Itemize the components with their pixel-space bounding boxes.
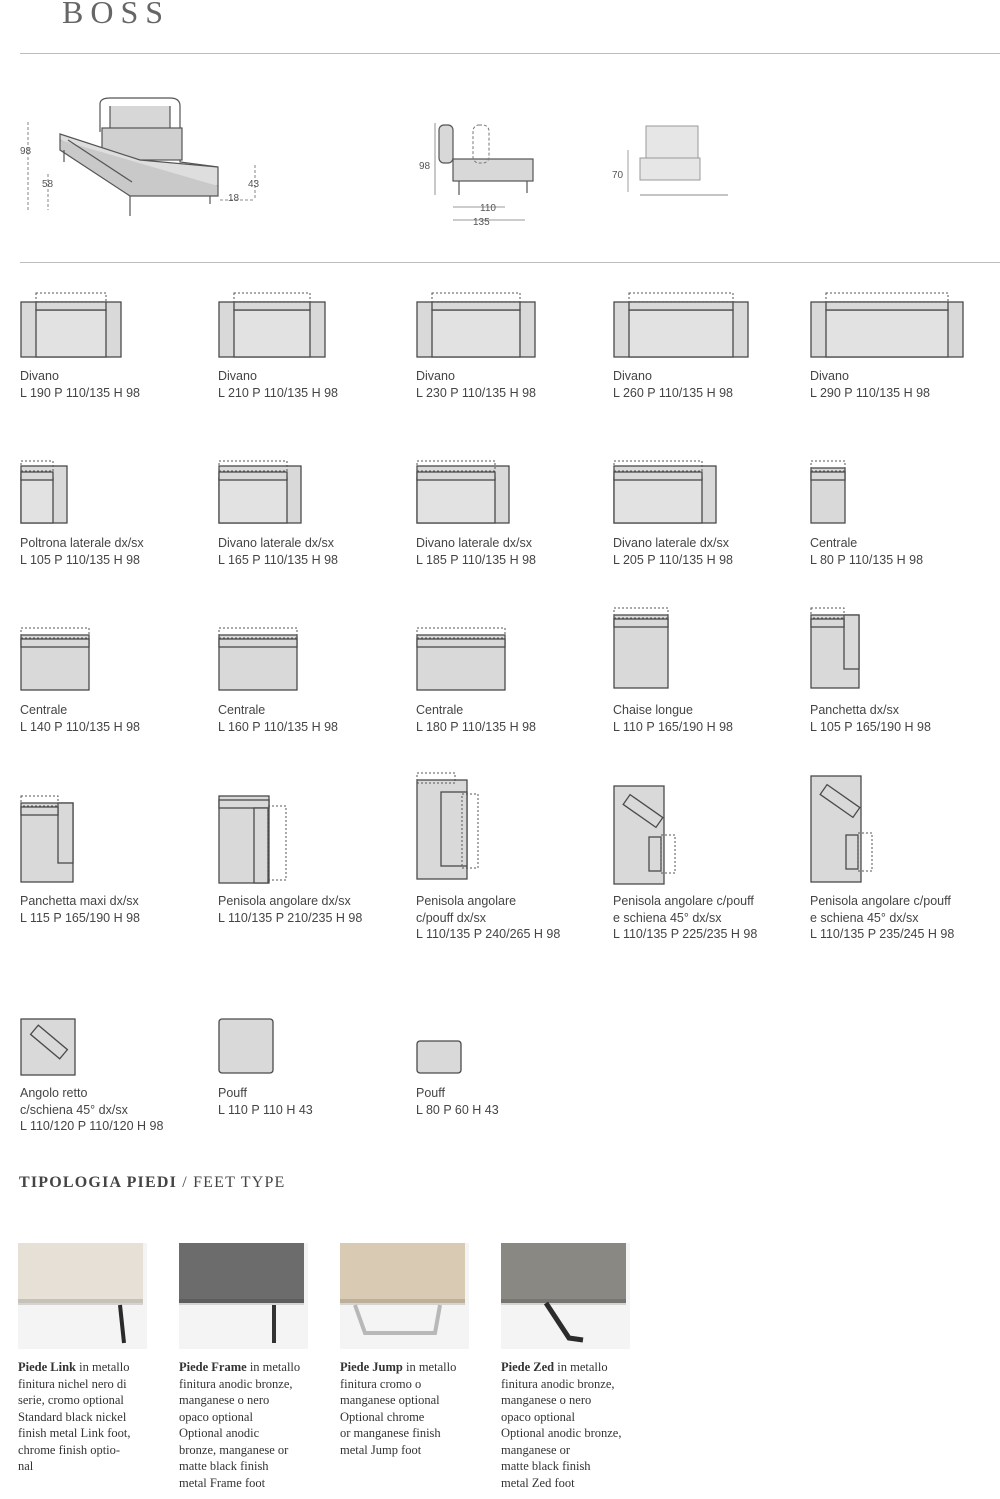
module-dimensions: L 260 P 110/135 H 98 bbox=[613, 385, 734, 400]
module-caption bbox=[613, 368, 808, 401]
module-caption bbox=[20, 1085, 215, 1135]
module-dimensions: L 110/135 P 235/245 H 98 bbox=[810, 927, 955, 941]
module-drawing bbox=[416, 458, 514, 526]
foot-description-line: chrome finish optio- bbox=[18, 1442, 121, 1457]
module-caption bbox=[218, 702, 413, 735]
module-drawing bbox=[20, 290, 126, 360]
module-name: Centrale bbox=[810, 536, 858, 550]
foot-description-line: finitura anodic bronze, bbox=[501, 1376, 615, 1391]
module-caption bbox=[613, 893, 808, 943]
module-drawing bbox=[218, 625, 302, 693]
foot-description-line: in metallo bbox=[402, 1360, 457, 1374]
module-name: Divano laterale dx/sx bbox=[416, 536, 533, 550]
module-caption bbox=[20, 702, 215, 735]
foot-description-line: nal bbox=[18, 1459, 34, 1473]
module-name: Divano bbox=[20, 369, 59, 383]
module-caption bbox=[613, 535, 808, 568]
foot-description-line: or manganese finish bbox=[340, 1426, 441, 1440]
module-drawing bbox=[20, 793, 78, 885]
module-dimensions: L 160 P 110/135 H 98 bbox=[218, 719, 339, 734]
module-drawing bbox=[416, 770, 484, 882]
foot-photo bbox=[18, 1243, 147, 1349]
module-caption bbox=[416, 893, 611, 943]
module-name: Centrale bbox=[416, 703, 464, 717]
foot-description-line: in metallo bbox=[76, 1360, 130, 1374]
module-caption bbox=[613, 702, 808, 735]
module-drawing bbox=[20, 458, 72, 526]
module-name-line2: c/pouff dx/sx bbox=[416, 910, 486, 925]
foot-description-line: metal Jump foot bbox=[340, 1442, 422, 1457]
dim-label-98-side: 98 bbox=[419, 161, 431, 172]
module-dimensions: L 185 P 110/135 H 98 bbox=[416, 552, 537, 567]
module-caption bbox=[20, 368, 215, 401]
foot-description-line: finitura cromo o bbox=[340, 1376, 422, 1391]
module-name: Angolo retto bbox=[20, 1086, 88, 1100]
foot-card bbox=[179, 1243, 329, 1491]
module-dimensions: L 115 P 165/190 H 98 bbox=[20, 910, 141, 925]
module-name: Penisola angolare c/pouff bbox=[810, 894, 951, 908]
module-caption bbox=[810, 368, 1000, 401]
module-caption bbox=[218, 893, 413, 926]
foot-card bbox=[340, 1243, 490, 1458]
module-caption bbox=[20, 535, 215, 568]
hero-front-drawing bbox=[610, 120, 730, 200]
module-dimensions: L 110/135 P 225/235 H 98 bbox=[613, 927, 758, 941]
module-drawing bbox=[20, 1018, 80, 1078]
foot-description bbox=[179, 1359, 329, 1491]
foot-description-line: manganese or bbox=[501, 1442, 571, 1457]
module-caption bbox=[416, 1085, 611, 1118]
module-dimensions: L 165 P 110/135 H 98 bbox=[218, 552, 339, 567]
foot-description-line: metal Frame foot bbox=[179, 1475, 266, 1490]
foot-description-line: in metallo bbox=[554, 1360, 608, 1374]
module-drawing bbox=[218, 1018, 278, 1076]
module-drawing bbox=[218, 290, 330, 360]
foot-photo bbox=[501, 1243, 630, 1349]
foot-description-line: bronze, manganese or bbox=[179, 1442, 289, 1457]
foot-description bbox=[501, 1359, 651, 1491]
foot-description-line: Optional anodic bbox=[179, 1426, 260, 1440]
foot-description-line: manganese optional bbox=[340, 1393, 440, 1407]
dim-label-70: 70 bbox=[612, 170, 624, 181]
module-drawing bbox=[810, 775, 878, 885]
foot-name: Piede Frame bbox=[179, 1360, 247, 1374]
module-name: Centrale bbox=[218, 703, 266, 717]
module-dimensions: L 140 P 110/135 H 98 bbox=[20, 719, 141, 734]
feet-section-title bbox=[19, 1174, 286, 1192]
dim-label-135: 135 bbox=[473, 217, 490, 228]
hero-perspective-drawing bbox=[20, 92, 270, 227]
module-dimensions: L 105 P 110/135 H 98 bbox=[20, 552, 141, 567]
feet-title-separator: / bbox=[177, 1174, 194, 1191]
module-drawing bbox=[810, 458, 850, 526]
foot-description-line: in metallo bbox=[246, 1360, 301, 1374]
foot-name: Piede Jump bbox=[340, 1360, 403, 1374]
module-dimensions: L 180 P 110/135 H 98 bbox=[416, 719, 537, 734]
foot-card bbox=[18, 1243, 168, 1475]
module-name: Centrale bbox=[20, 703, 68, 717]
module-name-line2: e schiena 45° dx/sx bbox=[613, 910, 722, 925]
foot-description-line: opaco optional bbox=[179, 1409, 253, 1424]
module-caption bbox=[20, 893, 215, 926]
module-drawing bbox=[613, 290, 753, 360]
module-name: Divano bbox=[810, 369, 849, 383]
foot-description-line: opaco optional bbox=[501, 1409, 575, 1424]
foot-description bbox=[18, 1359, 168, 1475]
module-dimensions: L 80 P 110/135 H 98 bbox=[810, 552, 924, 567]
module-dimensions: L 110 P 110 H 43 bbox=[218, 1102, 313, 1117]
module-caption bbox=[416, 535, 611, 568]
module-name: Divano bbox=[613, 369, 652, 383]
module-drawing bbox=[218, 786, 294, 886]
dim-label-18: 18 bbox=[228, 193, 240, 204]
module-name: Penisola angolare c/pouff bbox=[613, 894, 754, 908]
module-dimensions: L 105 P 165/190 H 98 bbox=[810, 719, 931, 734]
module-caption bbox=[416, 368, 611, 401]
module-drawing bbox=[613, 458, 721, 526]
module-name: Penisola angolare bbox=[416, 894, 517, 908]
module-name: Divano bbox=[218, 369, 257, 383]
module-drawing bbox=[416, 290, 540, 360]
module-name: Divano laterale dx/sx bbox=[218, 536, 335, 550]
foot-description bbox=[340, 1359, 490, 1458]
foot-description-line: matte black finish bbox=[179, 1459, 269, 1473]
module-dimensions: L 190 P 110/135 H 98 bbox=[20, 385, 141, 400]
module-drawing bbox=[218, 458, 306, 526]
section-divider bbox=[20, 262, 1000, 263]
module-drawing bbox=[810, 290, 968, 360]
module-name: Pouff bbox=[218, 1086, 247, 1100]
module-dimensions: L 230 P 110/135 H 98 bbox=[416, 385, 537, 400]
module-name: Panchetta dx/sx bbox=[810, 703, 899, 717]
module-name: Poltrona laterale dx/sx bbox=[20, 536, 144, 550]
module-name-line2: c/schiena 45° dx/sx bbox=[20, 1102, 128, 1117]
module-caption bbox=[810, 893, 1000, 943]
module-drawing bbox=[416, 625, 510, 693]
foot-description-line: finitura anodic bronze, bbox=[179, 1376, 293, 1391]
module-name: Pouff bbox=[416, 1086, 445, 1100]
module-name: Penisola angolare dx/sx bbox=[218, 894, 351, 908]
foot-description-line: Optional chrome bbox=[340, 1409, 425, 1424]
foot-photo bbox=[340, 1243, 469, 1349]
foot-description-line: metal Zed foot bbox=[501, 1475, 575, 1490]
module-caption bbox=[218, 1085, 413, 1118]
module-dimensions: L 110/135 P 240/265 H 98 bbox=[416, 927, 561, 941]
module-dimensions: L 110/120 P 110/120 H 98 bbox=[20, 1119, 164, 1133]
feet-title-en: FEET TYPE bbox=[193, 1174, 286, 1191]
dim-label-43: 43 bbox=[248, 179, 260, 190]
foot-description-line: manganese o nero bbox=[501, 1393, 592, 1407]
module-caption bbox=[810, 535, 1000, 568]
header-divider bbox=[20, 53, 1000, 54]
foot-name: Piede Zed bbox=[501, 1360, 555, 1374]
brand-logo: BOSS bbox=[62, 0, 171, 30]
module-drawing bbox=[613, 605, 673, 691]
module-dimensions: L 110 P 165/190 H 98 bbox=[613, 719, 734, 734]
module-name-line2: e schiena 45° dx/sx bbox=[810, 910, 919, 925]
foot-name: Piede Link bbox=[18, 1360, 76, 1374]
foot-description-line: Optional anodic bronze, bbox=[501, 1426, 622, 1440]
module-name: Panchetta maxi dx/sx bbox=[20, 894, 139, 908]
module-name: Divano laterale dx/sx bbox=[613, 536, 730, 550]
module-name: Chaise longue bbox=[613, 703, 693, 717]
dim-label-98: 98 bbox=[20, 146, 32, 157]
foot-photo bbox=[179, 1243, 308, 1349]
foot-description-line: matte black finish bbox=[501, 1459, 591, 1473]
module-caption bbox=[810, 702, 1000, 735]
foot-description-line: serie, cromo optional bbox=[18, 1393, 124, 1407]
hero-side-drawing bbox=[415, 115, 545, 230]
dim-label-58: 58 bbox=[42, 179, 54, 190]
foot-description-line: manganese o nero bbox=[179, 1393, 270, 1407]
module-caption bbox=[218, 535, 413, 568]
module-drawing bbox=[613, 785, 681, 887]
dim-label-110: 110 bbox=[480, 203, 496, 214]
module-drawing bbox=[810, 605, 864, 691]
module-dimensions: L 290 P 110/135 H 98 bbox=[810, 385, 931, 400]
foot-description-line: finitura nichel nero di bbox=[18, 1376, 127, 1391]
module-drawing bbox=[416, 1040, 466, 1076]
module-dimensions: L 205 P 110/135 H 98 bbox=[613, 552, 734, 567]
module-drawing bbox=[20, 625, 94, 693]
module-dimensions: L 80 P 60 H 43 bbox=[416, 1102, 499, 1117]
feet-title-it: TIPOLOGIA PIEDI bbox=[19, 1174, 178, 1191]
module-dimensions: L 110/135 P 210/235 H 98 bbox=[218, 910, 363, 925]
foot-description-line: finish metal Link foot, bbox=[18, 1426, 131, 1440]
foot-description-line: Standard black nickel bbox=[18, 1409, 127, 1424]
module-name: Divano bbox=[416, 369, 455, 383]
module-dimensions: L 210 P 110/135 H 98 bbox=[218, 385, 339, 400]
module-caption bbox=[416, 702, 611, 735]
foot-card bbox=[501, 1243, 651, 1491]
module-caption bbox=[218, 368, 413, 401]
